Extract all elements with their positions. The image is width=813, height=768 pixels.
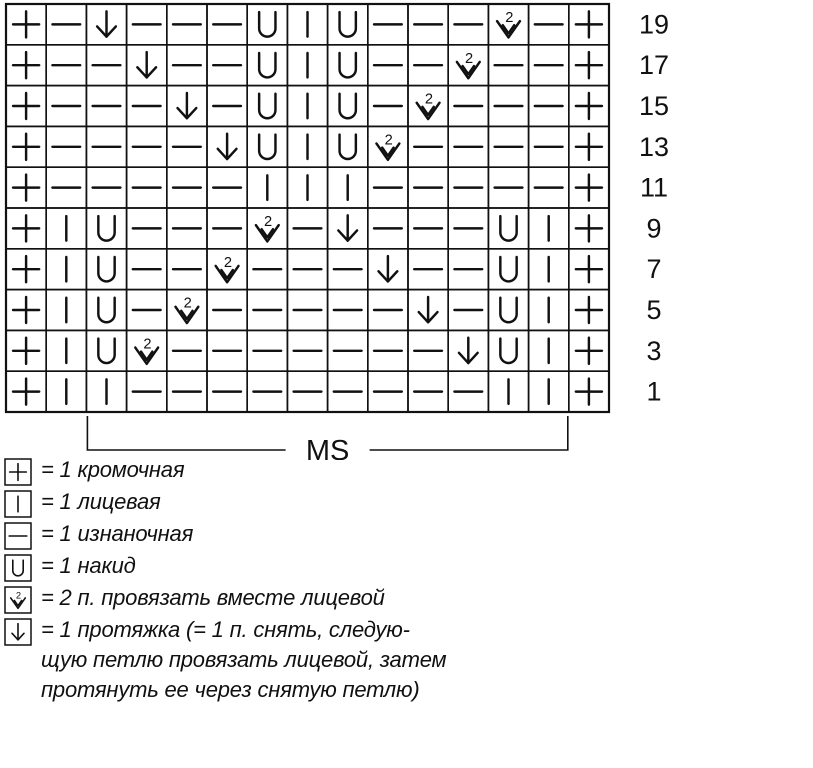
chart-cell (488, 290, 528, 331)
yarn-over-icon (13, 560, 23, 576)
yarn-over-icon (259, 135, 275, 159)
decrease-numeral: 2 (264, 213, 273, 230)
yarn-over-icon (259, 53, 275, 77)
slip-knit-pass-over-icon (97, 11, 116, 36)
chart-row (6, 249, 609, 290)
edge-stitch-icon (576, 134, 602, 160)
yarn-over-icon (98, 216, 114, 240)
decrease-numeral: 2 (465, 50, 474, 67)
chart-cell (86, 330, 126, 371)
yarn-over-icon (500, 298, 516, 322)
yarn-over-icon (500, 339, 516, 363)
row-number: 7 (646, 254, 662, 285)
edge-stitch-icon (13, 93, 39, 119)
yarn-over-icon (340, 12, 356, 36)
chart-cell (247, 45, 287, 86)
slip-knit-pass-over-icon (178, 93, 197, 118)
edge-stitch-icon (13, 215, 39, 241)
edge-stitch-icon (576, 52, 602, 78)
decrease-numeral: 2 (15, 590, 22, 601)
edge-stitch-icon (576, 297, 602, 323)
knit-two-together-icon (256, 214, 279, 242)
legend-label: = 2 п. провязать вместе лицевой (41, 585, 385, 610)
edge-stitch-icon (10, 464, 27, 481)
edge-stitch-icon (13, 338, 39, 364)
legend-label: = 1 накид (41, 553, 136, 578)
chart-row (6, 45, 609, 86)
chart-cell (86, 290, 126, 331)
purl-stitch-icon (4, 522, 32, 550)
row-number: 9 (646, 213, 662, 244)
chart-cell (488, 208, 528, 249)
chart-row (6, 330, 609, 371)
edge-stitch-icon (13, 379, 39, 405)
edge-stitch-icon (576, 379, 602, 405)
yarn-over-icon (340, 94, 356, 118)
decrease-numeral: 2 (183, 295, 192, 312)
knit-two-together-icon (497, 10, 520, 38)
chart-cell (328, 126, 368, 167)
knit-two-together-icon (376, 132, 399, 160)
yarn-over-icon (259, 12, 275, 36)
chart-cell (247, 4, 287, 45)
legend-label: щую петлю провязать лицевой, затем (41, 647, 447, 672)
edge-stitch-icon (13, 52, 39, 78)
decrease-numeral: 2 (424, 91, 434, 108)
decrease-numeral: 2 (384, 132, 393, 149)
edge-stitch-icon (576, 256, 602, 282)
row-number: 3 (646, 335, 662, 366)
chart-cell (86, 249, 126, 290)
chart-row (6, 290, 609, 331)
knit-two-together-icon (216, 255, 239, 283)
edge-stitch-icon (576, 11, 602, 37)
slip-knit-pass-over-icon (379, 256, 398, 281)
decrease-numeral: 2 (143, 336, 152, 353)
repeat-label: MS (305, 435, 350, 460)
chart-cell (247, 86, 287, 127)
edge-stitch-icon (13, 134, 39, 160)
yarn-over-icon (98, 298, 114, 322)
knit-two-together-icon (135, 336, 158, 364)
knit-two-together-icon (11, 590, 26, 608)
yarn-over-icon (340, 53, 356, 77)
row-number: 17 (638, 50, 670, 81)
slip-knit-pass-over-icon (4, 618, 32, 646)
slip-knit-pass-over-icon (419, 297, 438, 322)
chart-cell (328, 86, 368, 127)
chart-cell (247, 126, 287, 167)
chart-cell (328, 45, 368, 86)
legend-label: = 1 протяжка (= 1 п. снять, следую- (41, 617, 410, 642)
edge-stitch-icon (13, 256, 39, 282)
chart-cell (86, 208, 126, 249)
chart-row (6, 167, 609, 208)
knit-stitch-icon (4, 490, 32, 518)
chart-cell (488, 330, 528, 371)
yarn-over-icon (98, 339, 114, 363)
slip-knit-pass-over-icon (459, 338, 478, 363)
edge-stitch-icon (13, 11, 39, 37)
edge-stitch-icon (4, 458, 32, 486)
chart-row (6, 4, 609, 45)
legend-label: = 1 кромочная (41, 457, 185, 482)
decrease-numeral: 2 (505, 9, 514, 26)
knit-two-together-icon (417, 92, 440, 120)
yarn-over-icon (500, 257, 516, 281)
yarn-over-icon (500, 216, 516, 240)
chart-cell (488, 249, 528, 290)
row-number: 11 (639, 172, 669, 203)
chart-row (6, 371, 609, 412)
knit-two-together-icon (4, 586, 32, 614)
chart-cell (328, 4, 368, 45)
edge-stitch-icon (13, 297, 39, 323)
row-number: 1 (646, 376, 662, 407)
chart-row (6, 86, 609, 127)
chart-row (6, 126, 609, 167)
edge-stitch-icon (13, 175, 39, 201)
knit-two-together-icon (457, 51, 480, 79)
yarn-over-icon (4, 554, 32, 582)
slip-knit-pass-over-icon (12, 624, 24, 640)
yarn-over-icon (340, 135, 356, 159)
legend-label: протянуть ее через снятую петлю) (41, 677, 420, 702)
slip-knit-pass-over-icon (137, 52, 156, 77)
row-number: 15 (638, 90, 670, 121)
edge-stitch-icon (576, 215, 602, 241)
chart-row (6, 208, 609, 249)
yarn-over-icon (98, 257, 114, 281)
yarn-over-icon (259, 94, 275, 118)
knit-two-together-icon (175, 296, 198, 324)
row-number: 5 (646, 294, 662, 325)
legend-label: = 1 лицевая (41, 489, 161, 514)
row-number: 13 (638, 131, 670, 162)
edge-stitch-icon (576, 93, 602, 119)
slip-knit-pass-over-icon (338, 215, 357, 240)
decrease-numeral: 2 (223, 254, 233, 271)
edge-stitch-icon (576, 338, 602, 364)
slip-knit-pass-over-icon (218, 134, 237, 159)
edge-stitch-icon (576, 175, 602, 201)
row-number: 19 (638, 9, 670, 40)
legend-label: = 1 изнаночная (41, 521, 194, 546)
